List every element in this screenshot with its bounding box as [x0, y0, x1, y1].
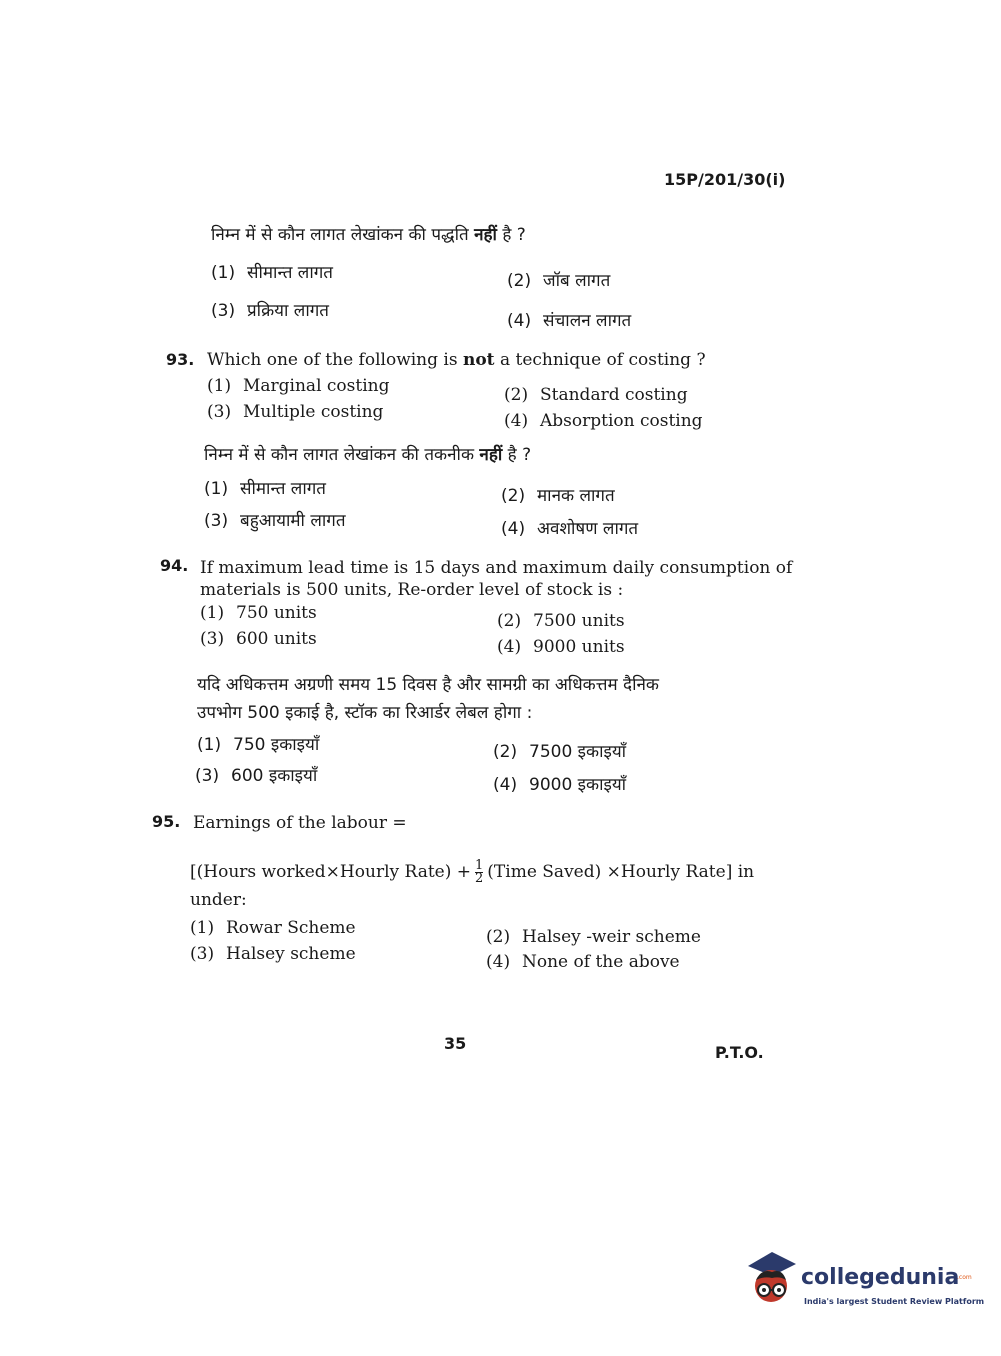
- q94-hindi-line2: उपभोग 500 इकाई है, स्टॉक का रिआर्डर लेबल होगा :: [197, 703, 533, 723]
- option-text: 600 units: [236, 629, 317, 649]
- q93-hindi-option-2: [501, 483, 615, 506]
- option-text: सीमान्त लागत: [240, 479, 326, 499]
- q93-option-2: [504, 385, 688, 405]
- q94-hindi-line1: यदि अधिकत्तम अग्रणी समय 15 दिवस है और सामग्री का अधिकत्तम दैनिक: [197, 675, 659, 695]
- q93-option-3: [207, 402, 383, 422]
- option-number: (4): [504, 411, 529, 431]
- q92-hindi-option-3: [211, 298, 329, 321]
- option-text: 9000 units: [533, 637, 625, 657]
- option-number: (3): [204, 511, 229, 531]
- q95-option-4: [486, 952, 680, 972]
- option-number: (1): [211, 263, 236, 283]
- option-text: Halsey -weir scheme: [522, 927, 701, 947]
- option-text: संचालन लागत: [543, 311, 632, 331]
- q93-hindi-question-pre: निम्न में से कौन लागत लेखांकन की तकनीक: [204, 445, 480, 465]
- q94-option-1: [200, 603, 317, 623]
- option-number: (1): [197, 735, 222, 755]
- option-number: (1): [190, 918, 215, 938]
- option-number: (4): [507, 311, 532, 331]
- q95-formula-pre: [(Hours worked×Hourly Rate) +: [190, 862, 472, 882]
- option-number: (2): [497, 611, 522, 631]
- option-text: 7500 इकाइयाँ: [529, 742, 627, 762]
- option-text: Multiple costing: [243, 402, 384, 422]
- q95-option-3: [190, 944, 356, 964]
- option-text: मानक लागत: [537, 486, 615, 506]
- pto-label: P.T.O.: [715, 1043, 764, 1062]
- q95-question: Earnings of the labour =: [193, 813, 407, 833]
- option-text: Halsey scheme: [226, 944, 356, 964]
- option-text: 600 इकाइयाँ: [231, 766, 318, 786]
- option-text: 750 इकाइयाँ: [233, 735, 320, 755]
- q93-question-pre: Which one of the following is: [207, 350, 463, 370]
- q94-hindi-option-4: [493, 772, 626, 795]
- q94-question-line1: If maximum lead time is 15 days and maximum daily consumption of: [200, 558, 793, 578]
- q95-option-2: [486, 927, 701, 947]
- q92-hindi-question-post: है ?: [496, 225, 526, 245]
- paper-code: 15P/201/30(i): [664, 170, 786, 189]
- q95-number: 95.: [152, 812, 181, 831]
- fraction-denominator: 2: [475, 871, 484, 886]
- q94-number: 94.: [160, 556, 189, 575]
- option-number: (2): [507, 271, 532, 291]
- q92-hindi-question-bold: नहीं: [474, 225, 497, 245]
- q93-hindi-question-post: है ?: [502, 445, 532, 465]
- q92-hindi-option-4: [507, 308, 631, 331]
- option-number: (1): [204, 479, 229, 499]
- q94-hindi-option-1: [197, 732, 319, 755]
- q92-hindi-question: [211, 222, 526, 245]
- q93-hindi-option-1: [204, 476, 326, 499]
- option-text: Marginal costing: [243, 376, 390, 396]
- option-text: 9000 इकाइयाँ: [529, 775, 627, 795]
- q95-formula-line2: under:: [190, 890, 247, 910]
- q93-option-1: [207, 376, 390, 396]
- option-number: (3): [200, 629, 225, 649]
- option-number: (1): [207, 376, 232, 396]
- page-number: 35: [444, 1034, 467, 1053]
- q95-fraction: [475, 860, 483, 885]
- option-text: 750 units: [236, 603, 317, 623]
- option-number: (3): [195, 766, 220, 786]
- q93-hindi-question-bold: नहीं: [479, 445, 503, 465]
- q93-hindi-option-4: [501, 516, 638, 539]
- collegedunia-mascot-icon: [742, 1248, 800, 1310]
- option-text: Standard costing: [540, 385, 688, 405]
- q93-question: [207, 350, 706, 370]
- option-text: अवशोषण लागत: [537, 519, 639, 539]
- option-number: (4): [486, 952, 511, 972]
- option-text: बहुआयामी लागत: [240, 511, 346, 531]
- option-number: (4): [497, 637, 522, 657]
- q93-hindi-question: [204, 442, 531, 465]
- option-text: 7500 units: [533, 611, 625, 631]
- option-number: (2): [493, 742, 518, 762]
- option-number: (3): [190, 944, 215, 964]
- q94-question-line2: materials is 500 units, Re-order level of stock is :: [200, 580, 624, 600]
- q95-option-1: [190, 918, 356, 938]
- option-text: Rowar Scheme: [226, 918, 356, 938]
- q93-question-post: a technique of costing ?: [494, 350, 706, 370]
- logo-tagline: India's largest Student Review Platform: [804, 1297, 985, 1306]
- q93-option-4: [504, 411, 703, 431]
- q94-option-2: [497, 611, 625, 631]
- logo-wordmark: collegedunia: [801, 1265, 960, 1290]
- fraction-numerator: 1: [475, 858, 484, 873]
- option-number: (3): [207, 402, 232, 422]
- option-text: जॉब लागत: [543, 271, 611, 291]
- option-number: (1): [200, 603, 225, 623]
- option-number: (3): [211, 301, 236, 321]
- option-text: प्रक्रिया लागत: [247, 301, 329, 321]
- option-number: (2): [486, 927, 511, 947]
- q93-number: 93.: [166, 350, 195, 369]
- q94-option-4: [497, 637, 625, 657]
- q93-question-bold: not: [462, 350, 495, 370]
- q93-hindi-option-3: [204, 508, 346, 531]
- option-text: None of the above: [522, 952, 680, 972]
- option-number: (4): [493, 775, 518, 795]
- option-number: (2): [501, 486, 526, 506]
- q94-option-3: [200, 629, 317, 649]
- option-text: सीमान्त लागत: [247, 263, 333, 283]
- option-text: Absorption costing: [540, 411, 703, 431]
- q92-hindi-option-2: [507, 268, 610, 291]
- logo-com-suffix: .com: [957, 1274, 972, 1281]
- q95-formula: [190, 860, 754, 885]
- q95-formula-post: (Time Saved) ×Hourly Rate] in: [487, 862, 755, 882]
- q92-hindi-question-pre: निम्न में से कौन लागत लेखांकन की पद्धति: [211, 225, 475, 245]
- q94-hindi-option-2: [493, 739, 626, 762]
- option-number: (4): [501, 519, 526, 539]
- option-number: (2): [504, 385, 529, 405]
- q92-hindi-option-1: [211, 260, 333, 283]
- q94-hindi-option-3: [195, 763, 317, 786]
